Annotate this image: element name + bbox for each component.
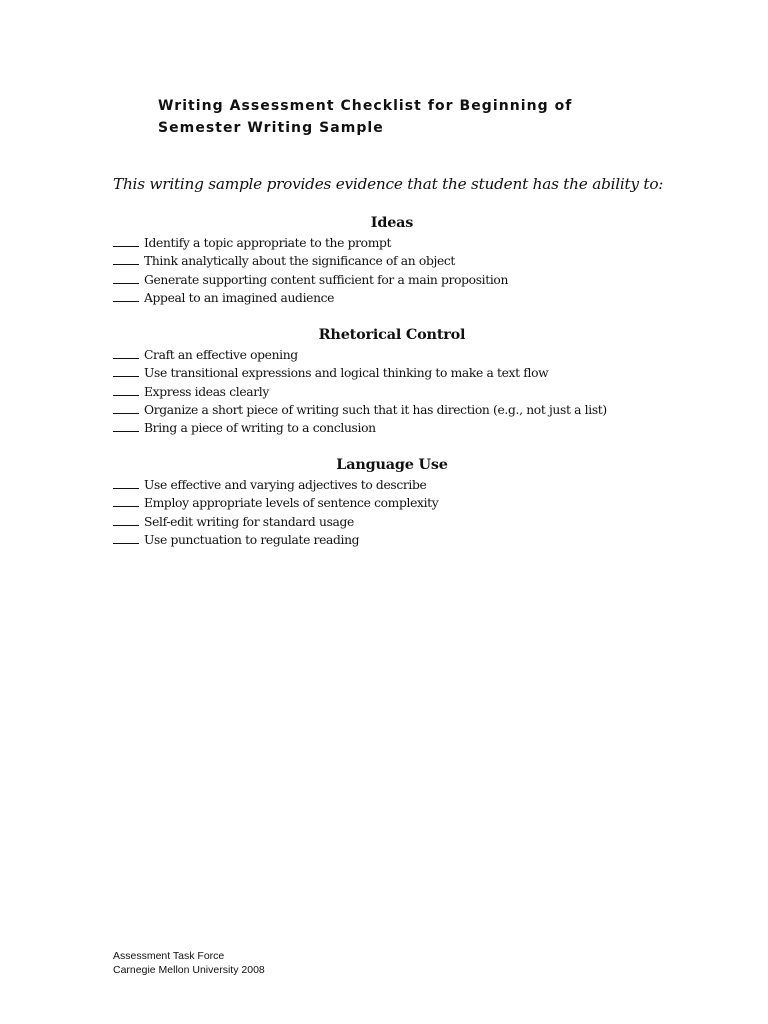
checklist-item-label: Self-edit writing for standard usage (144, 514, 354, 529)
document-title (158, 95, 628, 139)
checkbox-blank[interactable] (113, 364, 139, 377)
footer-line-1: Assessment Task Force (113, 950, 225, 962)
checklist-item (113, 346, 673, 364)
footer-line-2: Carnegie Mellon University 2008 (113, 963, 265, 976)
checklist-item (113, 531, 673, 549)
checklist-item-label: Think analytically about the significance of an object (144, 254, 456, 269)
checkbox-blank[interactable] (113, 271, 139, 284)
checklist-item (113, 476, 673, 494)
checklist-item-label: Craft an effective opening (144, 348, 298, 362)
checkbox-blank[interactable] (113, 494, 139, 507)
checklist-item (113, 289, 673, 307)
checklist-item-label: Use effective and varying adjectives to describe (144, 478, 427, 492)
checkbox-blank[interactable] (113, 346, 139, 359)
section-heading-language-use: Language Use (336, 456, 448, 473)
checkbox-blank[interactable] (113, 252, 139, 265)
section-rhetorical-control (113, 324, 673, 437)
checklist-item-label: Appeal to an imagined audience (144, 290, 335, 305)
checklist-ideas (113, 234, 673, 307)
checklist-item (113, 494, 673, 512)
checklist-language-use (113, 476, 673, 549)
checkbox-blank[interactable] (113, 401, 139, 414)
checklist-item-label: Use punctuation to regulate reading (144, 532, 360, 547)
checkbox-blank[interactable] (113, 289, 139, 302)
section-ideas (113, 212, 673, 307)
checkbox-blank[interactable] (113, 234, 139, 247)
checklist-item-label: Identify a topic appropriate to the prompt (144, 236, 392, 250)
checkbox-blank[interactable] (113, 383, 139, 396)
footer (113, 950, 265, 977)
checkbox-blank[interactable] (113, 531, 139, 544)
checklist-item (113, 271, 673, 289)
checklist-item (113, 252, 673, 270)
checklist-item-label: Express ideas clearly (144, 384, 269, 399)
checklist-item-label: Bring a piece of writing to a conclusion (144, 421, 376, 436)
checkbox-blank[interactable] (113, 419, 139, 432)
section-heading-rhetorical-control: Rhetorical Control (318, 326, 466, 343)
checklist-rhetorical-control (113, 346, 673, 437)
section-heading-ideas: Ideas (370, 214, 414, 231)
checklist-item (113, 234, 673, 252)
section-language-use (113, 454, 673, 549)
checklist-item (113, 401, 673, 419)
checklist-item (113, 419, 673, 437)
checklist-item-label: Employ appropriate levels of sentence complexity (144, 496, 439, 511)
checkbox-blank[interactable] (113, 476, 139, 489)
checklist-item (113, 364, 673, 382)
title-line-1: Writing Assessment Checklist for Beginning of (158, 98, 573, 114)
checklist-item (113, 383, 673, 401)
checklist-item (113, 513, 673, 531)
checkbox-blank[interactable] (113, 513, 139, 526)
checklist-item-label: Generate supporting content sufficient for a main proposition (144, 272, 509, 287)
checklist-item-label: Organize a short piece of writing such that it has direction (e.g., not just a list) (144, 402, 607, 417)
checklist-item-label: Use transitional expressions and logical thinking to make a text flow (144, 366, 549, 381)
title-line-2: Semester Writing Sample (158, 120, 384, 136)
intro-text: This writing sample provides evidence that the student has the ability to: (113, 175, 664, 193)
